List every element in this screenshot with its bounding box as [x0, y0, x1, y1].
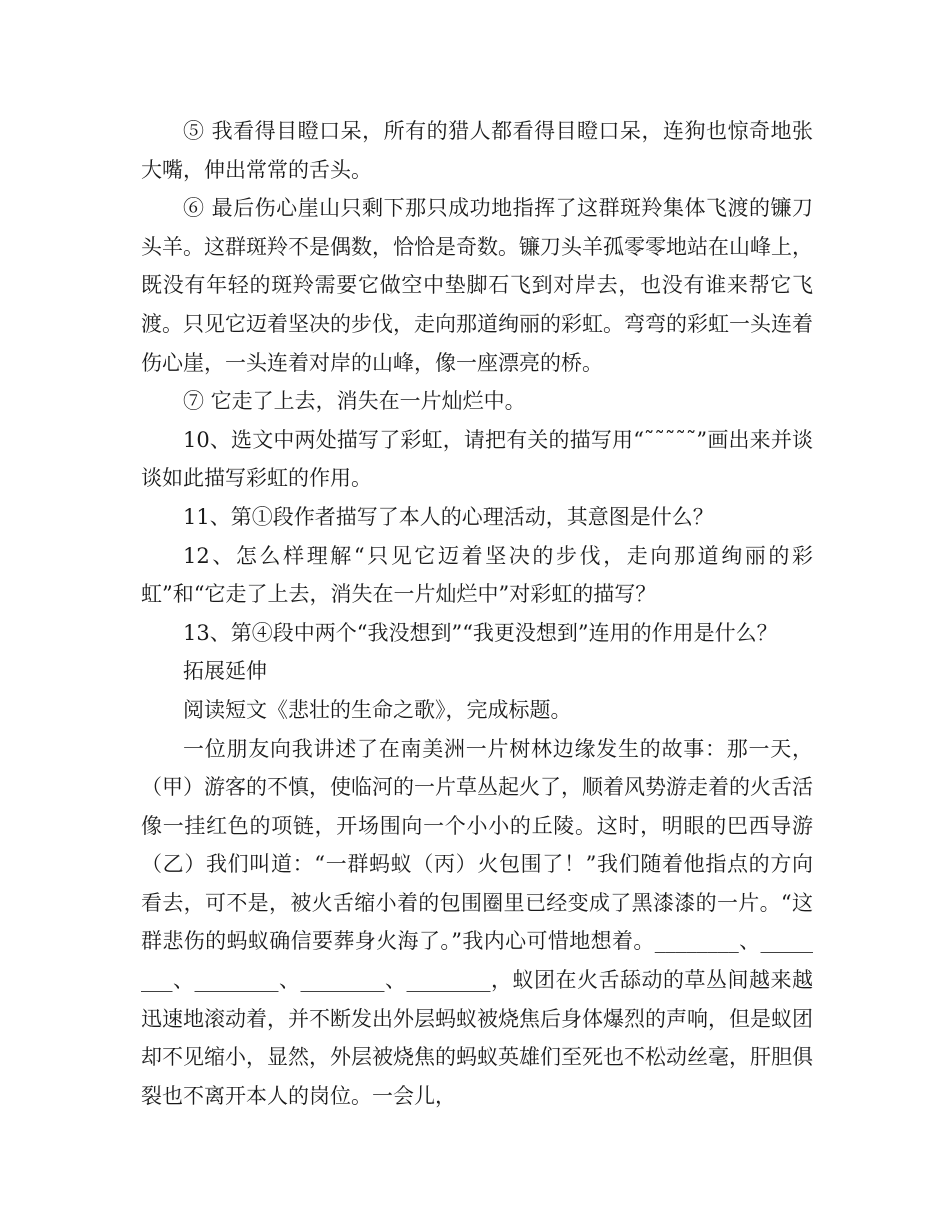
- paragraph-6: ⑥ 最后伤心崖山只剩下那只成功地指挥了这群斑羚集体飞渡的镰刀头羊。这群斑羚不是偶数，恰恰是奇数。镰刀头羊孤零零地站在山峰上，既没有年轻的斑羚需要它做空中垫脚石飞到对岸去，也没有谁来帮它飞渡。只见它迈着坚决的步伐，走向那道绚丽的彩虹。弯弯的彩虹一头连着伤心崖，一头连着对岸的山峰，像一座漂亮的桥。: [141, 196, 813, 375]
- reading-instruction: 阅读短文《悲壮的生命之歌》，完成标题。: [183, 697, 572, 722]
- question-11: 11、第①段作者描写了本人的心理活动，其意图是什么？: [183, 504, 714, 529]
- story-paragraph: 一位朋友向我讲述了在南美洲一片树林边缘发生的故事：那一天，（甲）游客的不慎，使临河的一片草丛起火了，顺着风势游走着的火舌活像一挂红色的项链，开场围向一个小小的丘陵。这时，明眼的巴西导游（乙）我们叫道：“一群蚂蚁（丙）火包围了！”我们随着他指点的方向看去，可不是，被火舌缩小着的包围圈里已经变成了黑漆漆的一片。“这群悲伤的蚂蚁确信要葬身火海了。”我内心可惜地想着。________、________、________、________、________，蚁团在火舌舔动的草丛间越来越迅速地滚动着，并不断发出外层蚂蚁被烧焦后身体爆烈的声响，但是蚁团却不见缩小，显然，外层被烧焦的蚂蚁英雄们至死也不松动丝毫，肝胆俱裂也不离开本人的岗位。一会儿，: [141, 736, 813, 1108]
- question-10: 10、选文中两处描写了彩虹，请把有关的描写用“˜˜˜˜˜”画出来并谈谈如此描写彩虹的作用。: [141, 427, 813, 491]
- question-12: 12、怎么样理解“只见它迈着坚决的步伐，走向那道绚丽的彩虹”和“它走了上去，消失在一片灿烂中”对彩虹的描写？: [141, 543, 813, 607]
- paragraph-7: ⑦ 它走了上去，消失在一片灿烂中。: [183, 389, 526, 414]
- document-body: [141, 112, 813, 1115]
- section-heading: 拓展延伸: [183, 659, 267, 684]
- paragraph-5: ⑤ 我看得目瞪口呆，所有的猎人都看得目瞪口呆，连狗也惊奇地张大嘴，伸出常常的舌头。: [141, 119, 813, 182]
- question-13: 13、第④段中两个“我没想到”“我更没想到”连用的作用是什么？: [183, 620, 778, 645]
